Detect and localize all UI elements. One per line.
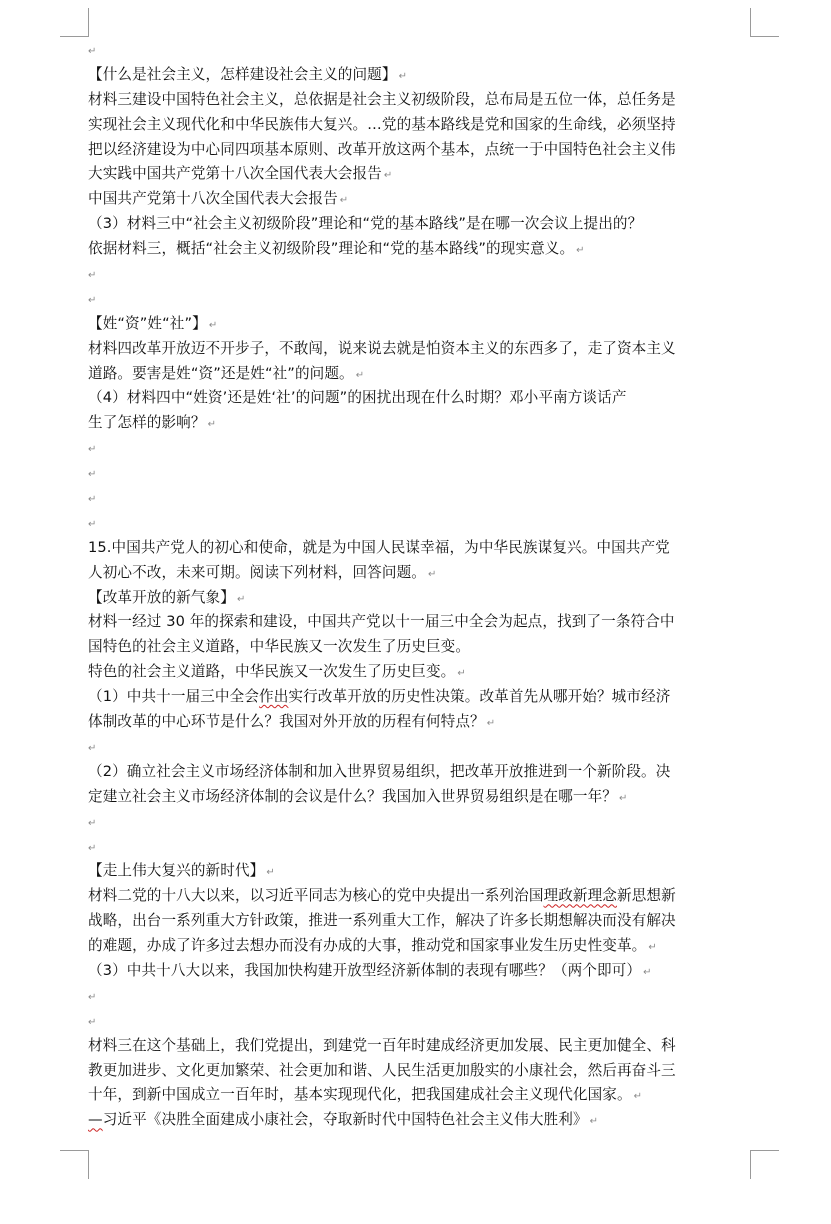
paragraph-mark: ↵ [339,195,349,207]
paragraph-mark: ↵ [398,70,408,82]
text-line: 材料三在这个基础上，我们党提出，到建党一百年时建成经济更加发展、民主更加健全、科 [88,1036,676,1054]
paragraph-mark: ↵ [355,369,365,381]
paragraph-mark: ↵ [88,991,97,1003]
text-line: 材料四改革开放迈不开步子，不敢闯，说来说去就是怕资本主义的东西多了，走了资本主义 [88,339,676,357]
page-corner-bottom-left [60,1150,89,1179]
paragraph-mark: ↵ [88,444,97,456]
question-line: 定建立社会主义市场经济体制的会议是什么？我国加入世界贸易组织是在哪一年？ ↵ [88,787,628,805]
empty-line [88,984,756,1009]
empty-line [88,810,756,835]
paragraph-mark: ↵ [88,469,97,481]
section-heading: 【改革开放的新气象】 ↵ [88,588,246,606]
text-line: 战略，出台一系列重大方针政策，推进一系列重大工作，解决了许多长期想解决而没有解决 [88,912,676,930]
paragraph-mark: ↵ [457,668,466,680]
text-line: 实现社会主义现代化和中华民族伟大复兴。…党的基本路线是党和国家的生命线，必须坚持 [88,115,676,133]
paragraph-mark: ↵ [88,518,97,530]
paragraph-mark: ↵ [207,419,217,431]
page-corner-top-right [750,8,779,37]
paragraph-mark: ↵ [266,867,275,879]
paragraph-mark: ↵ [88,270,97,282]
question-line: 15.中国共产党人的初心和使命，就是为中国人民谋幸福，为中华民族谋复兴。中国共产党 [88,538,670,556]
paragraph-mark: ↵ [88,742,97,754]
empty-line [88,287,756,312]
paragraph-mark: ↵ [618,792,628,804]
spellcheck-underline: — [88,1111,103,1129]
empty-line [88,511,756,536]
text-line: 把以经济建设为中心同四项基本原则、改革开放这两个基本，点统一于中国特色社会主义伟 [88,140,676,158]
paragraph-mark: ↵ [88,46,97,57]
page-corner-top-left [60,8,89,37]
question-line: （2）确立社会主义市场经济体制和加入世界贸易组织，把改革开放推进到一个新阶段。决 [88,762,671,780]
question-line: （3）材料三中“社会主义初级阶段”理论和“党的基本路线”是在哪一次会议上提出的？ [88,215,643,233]
question-line: （4）材料四中“姓资’还是姓‘社’的问题”的困扰出现在什么时期？邓小平南方谈话产 [88,389,627,407]
empty-line [88,1009,756,1034]
text-line: 教更加进步、文化更加繁荣、社会更加和谐、人民生活更加殷实的小康社会，然后再奋斗三 [88,1061,676,1079]
spellcheck-underline: 理政新理念 [543,887,617,905]
section-heading: 【走上伟大复兴的新时代】 ↵ [88,862,275,880]
empty-line [88,835,756,860]
section-heading: 【什么是社会主义，怎样建设社会主义的问题】 ↵ [88,65,408,83]
source-line: 中国共产党第十八次全国代表大会报告 ↵ [88,190,349,208]
paragraph-mark: ↵ [633,1091,643,1103]
section-heading: 【姓“资”姓“社”】 ↵ [88,314,218,332]
paragraph-mark: ↵ [576,245,585,257]
page-corner-bottom-right [750,1150,779,1179]
paragraph-mark: ↵ [88,842,97,854]
question-line: 人初心不改，未来可期。阅读下列材料，回答问题。 ↵ [88,563,437,581]
empty-line [88,262,756,287]
text-line: 国特色的社会主义道路，中华民族又一次发生了历史巨变。 [88,638,471,656]
empty-line [88,486,756,511]
empty-line [88,461,756,486]
text-line: 大实践中国共产党第十八次全国代表大会报告 ↵ [88,165,393,183]
source-line: —习近平《决胜全面建成小康社会，夺取新时代中国特色社会主义伟大胜利》 ↵ [88,1111,599,1129]
paragraph-mark: ↵ [427,568,437,580]
empty-line [88,38,756,63]
empty-line [88,436,756,461]
text-line: 材料一经过 30 年的探索和建设，中国共产党以十一届三中全会为起点，找到了一条符合中 [88,613,675,631]
paragraph-mark: ↵ [88,1016,97,1028]
paragraph-mark: ↵ [236,593,246,605]
paragraph-mark: ↵ [589,1116,599,1128]
text-line: 的难题，办成了许多过去想办而没有办成的大事，推动党和国家事业发生历史性变革。 ↵ [88,937,657,955]
question-line: 依据材料三，概括“社会主义初级阶段”理论和“党的基本路线”的现实意义。 ↵ [88,240,585,258]
text-line: 特色的社会主义道路，中华民族又一次发生了历史巨变。 ↵ [88,663,466,681]
paragraph-mark: ↵ [88,294,97,306]
question-line: 体制改革的中心环节是什么？我国对外开放的历程有何特点？ ↵ [88,713,496,731]
paragraph-mark: ↵ [88,817,97,829]
text-line: 道路。要害是姓“资”还是姓“社”的问题。 ↵ [88,364,365,382]
spellcheck-underline: 作出 [259,688,289,706]
question-line: （3）中共十八大以来，我国加快构建开放型经济新体制的表现有哪些？（两个即可） ↵ [88,961,652,979]
text-line: 材料三建设中国特色社会主义，总依据是社会主义初级阶段，总布局是五位一体，总任务是 [88,90,676,108]
question-line: （1）中共十一届三中全会作出实行改革开放的历史性决策。改革首先从哪开始？城市经济 [88,688,671,706]
paragraph-mark: ↵ [643,966,652,978]
paragraph-mark: ↵ [383,170,393,182]
document-body[interactable] [88,38,756,1133]
empty-line [88,735,756,760]
text-line: 十年，到新中国成立一百年时，基本实现现代化，把我国建成社会主义现代化国家。 ↵ [88,1086,643,1104]
text-line: 材料二党的十八大以来，以习近平同志为核心的党中央提出一系列治国理政新理念新思想新 [88,887,676,905]
paragraph-mark: ↵ [208,319,218,331]
paragraph-mark: ↵ [486,718,496,730]
paragraph-mark: ↵ [88,494,97,506]
question-line: 生了怎样的影响？ ↵ [88,414,217,432]
paragraph-mark: ↵ [648,942,657,954]
